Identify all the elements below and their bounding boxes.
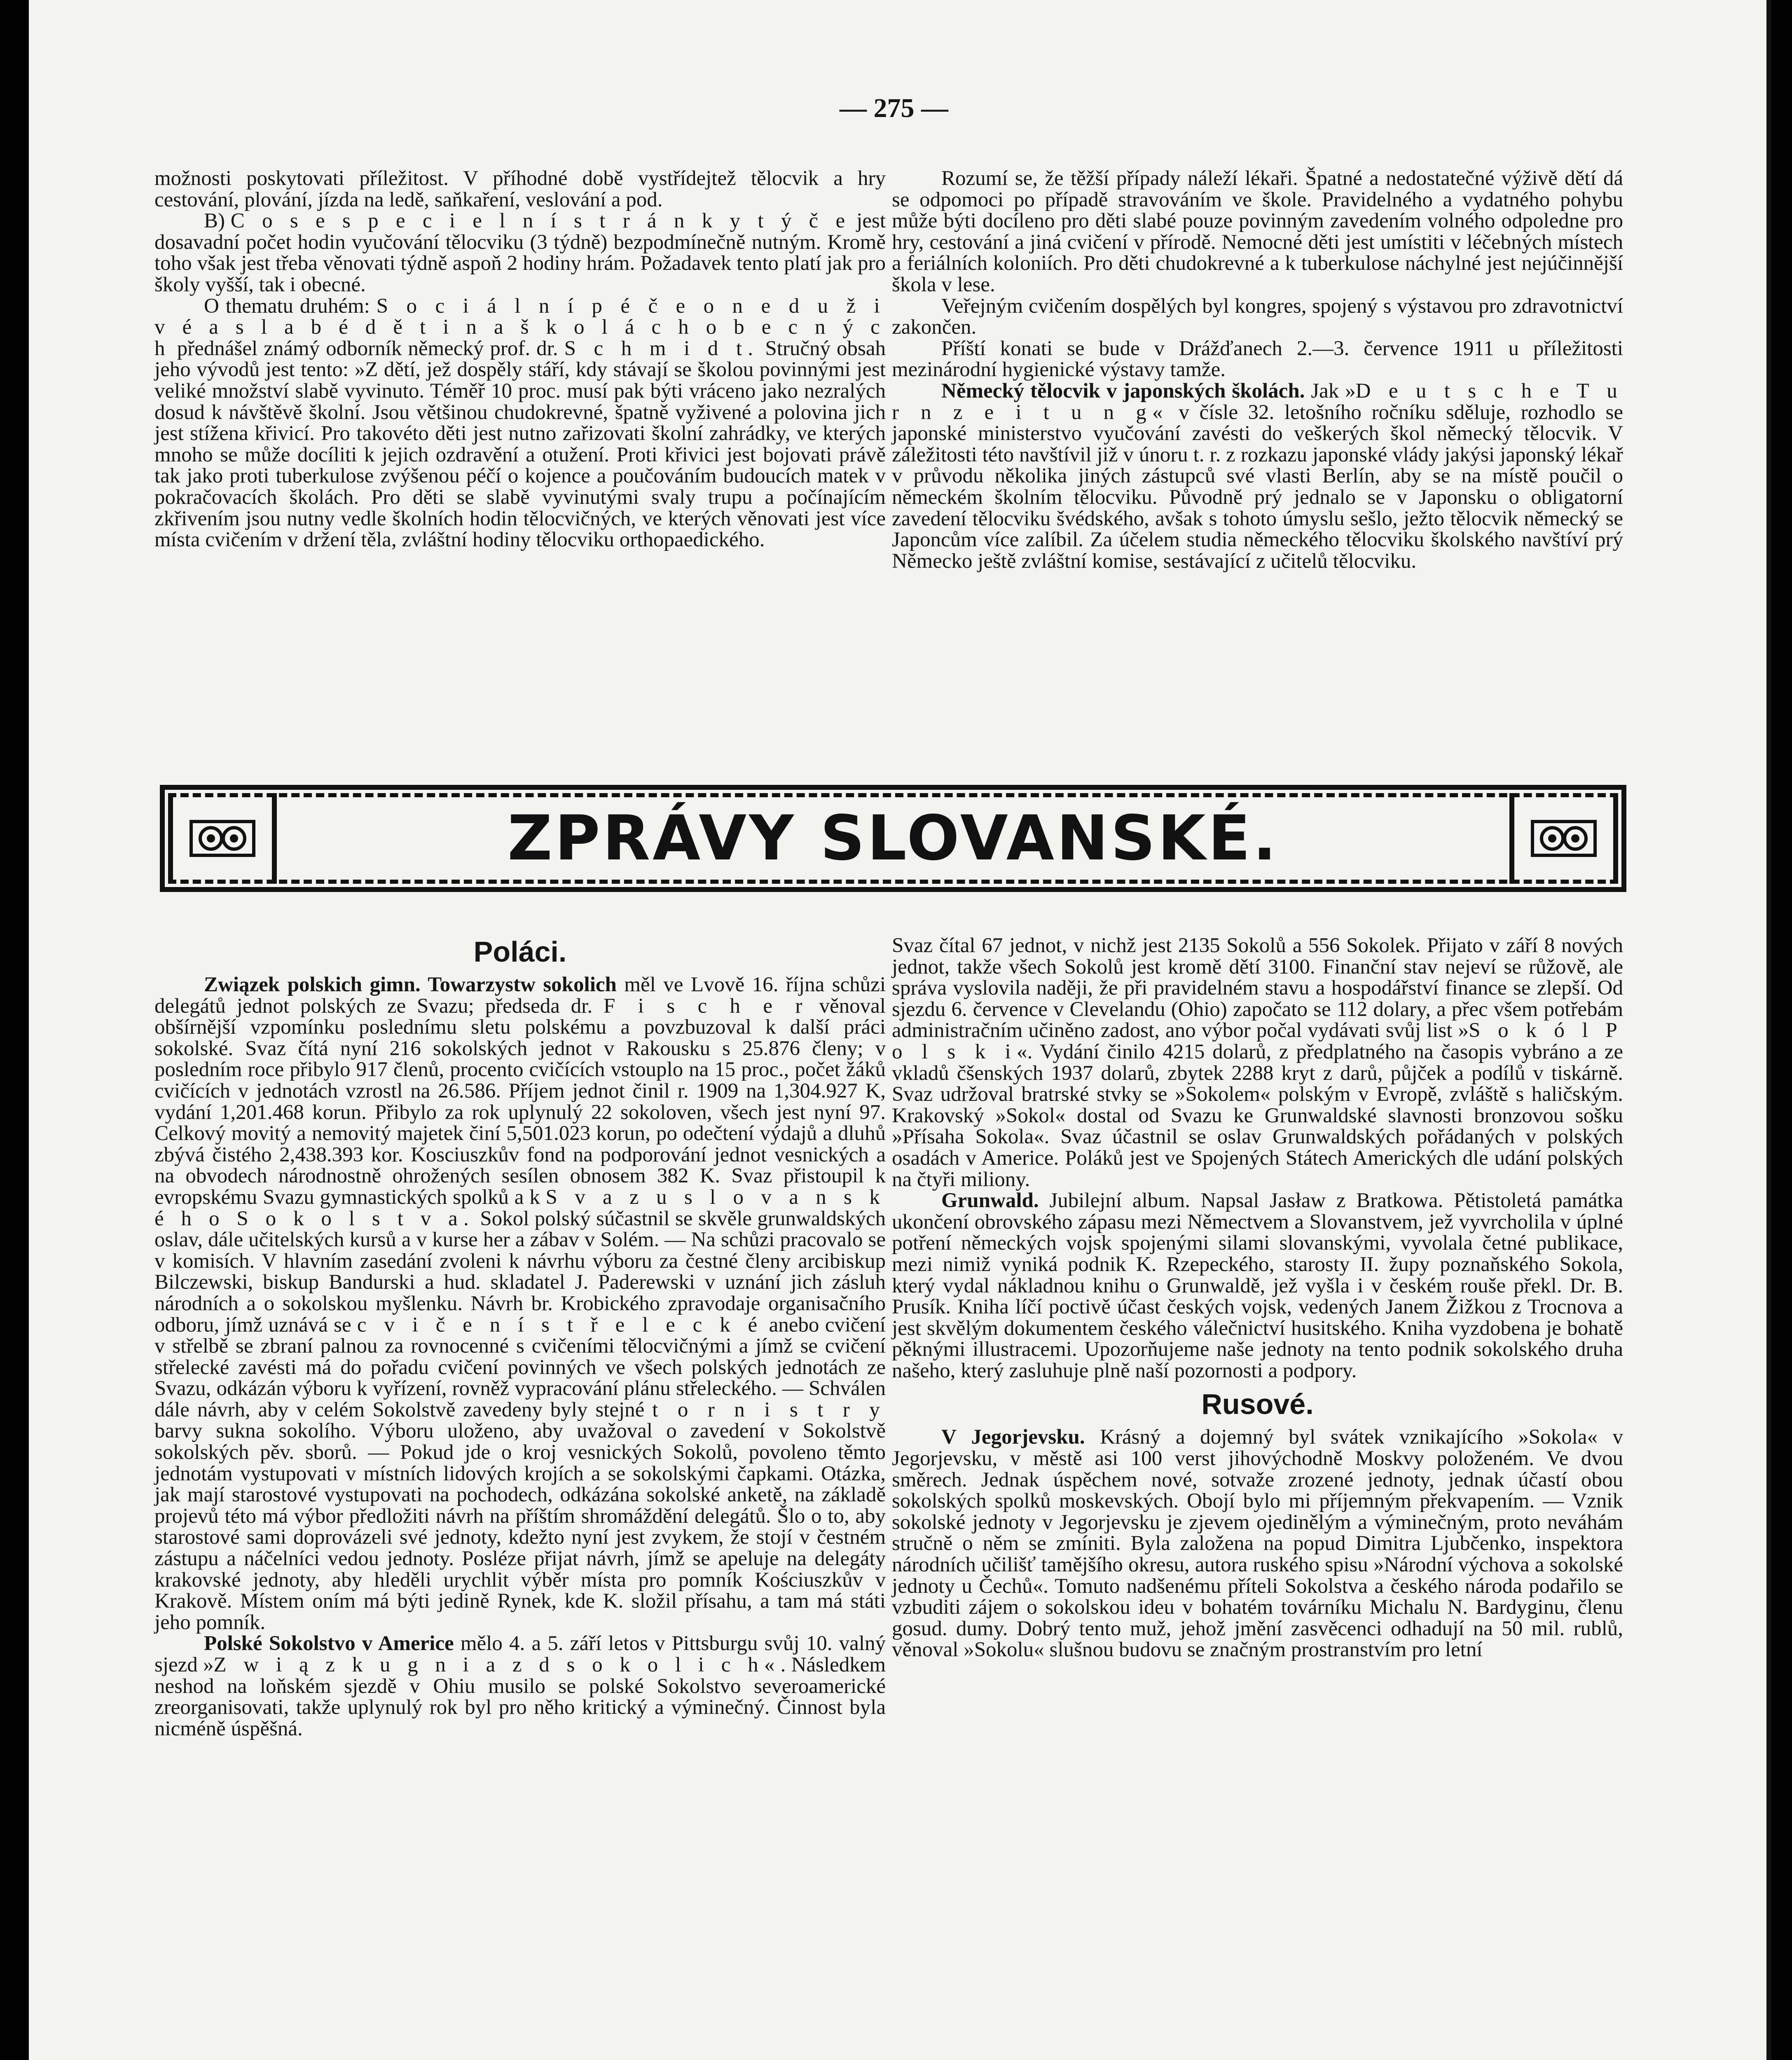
section-heading-polaci: Poláci. [473, 936, 567, 968]
paragraph: Polské Sokolstvo v Americe mělo 4. a 5. září letos v Pittsburgu svůj 10. valný sjezd »Z w i ą z k u g n i a z d s o k o l i c h«. Následkem neshod na loňském sjezdě v Ohiu musilo se polské Sokolstvo severoamerické zreorganisovati, takže uplynulý rok byl pro něho kritický a výminečný. Činnost byla nicméně úspěšná. [154, 1632, 886, 1740]
ornament-icon [1531, 820, 1597, 857]
paragraph: Rozumí se, že těžší případy náleží lékaři. Špatné a nedostatečné výživě dětí dá se odpomoci po případě stravováním ve škole. Pravidelného a vydatného pohybu může býti docíleno pro děti slabé pouze povinným zavedením volného odpoledne pro hry, cestování a jiná cvičení v přírodě. Nemocné děti jest umístiti v léčebných místech a feriálních koloniích. Pro děti chudokrevné a k tuberkulose náchylné jest nejúčinnější škola v lese. [892, 167, 1623, 296]
banner-ornament-left [168, 793, 277, 884]
section-lead: V Jegorjevsku. [941, 1426, 1085, 1449]
top-right-column [892, 168, 1623, 572]
paragraph: O thematu druhém: S o c i á l n í p é č e o n e d u ž i v é a s l a b é d ě t i n a š k o l á c h o b e c n ý c h přednášel známý odborník německý prof. dr. S c h m i d t. Stručný obsah jeho vývodů jest tento: »Z dětí, jež dospěly stáří, kdy stávají se školou povinnými jest veliké množství slabě vyvinuto. Téměř 10 proc. musí pak býti vráceno jako nezralých dosud k návštěvě školní. Jsou většinou chudokrevné, špatně vyživené a polovina jich jest stížena křivicí. Pro takovéto děti jest nutno zařizovati školní zahrádky, ve kterých mnoho se může docíliti k jejich ozdravění a otužení. Proti křivici jest bojovati právě tak jako proti tuberkulose zvýšenou péčí o kojence a poučováním budoucích matek v pokračovacích školách. Pro děti se slabě vyvinutými svaly trupu a počínajícím zkřivením jsou nutny vedle školních hodin tělocvičných, ve kterých věnovati jest více místa cvičením v držení těla, zvláštní hodiny tělocviku orthopaedického. [154, 294, 886, 552]
page [29, 0, 1771, 2060]
page-number: — 275 — [840, 93, 948, 123]
bottom-right-column [892, 935, 1623, 1661]
paragraph: Německý tělocvik v japonských školách. Jak »D e u t s c h e T u r n z e i t u n g« v čísle 32. letošního ročníku sděluje, rozhodlo se japonské ministerstvo vyučování zavésti do veškerých škol německý tělocvik. V záležitosti této navštívil již v únoru t. r. z rozkazu japonské vlády jakýsi japonský lékař v průvodu několika jiných zástupců své vlasti Berlín, aby se na místě poučil o německém školním tělocviku. Původně prý jednalo se v Japonsku o obligatorní zavedení tělocviku švédského, avšak s tohoto úmyslu sešlo, ježto tělocvik německý se Japoncům více zalíbil. Za účelem studia německého tělocviku školského navštíví prý Německo ještě zvláštní komise, sestávající z učitelů tělocviku. [892, 379, 1623, 573]
paragraph: možnosti poskytovati příležitost. V příhodné době vystřídejtež tělocvik a hry cestování, plování, jízda na ledě, saňkaření, veslování a pod. [154, 167, 886, 211]
page-edge [1766, 0, 1771, 2060]
banner-title: ZPRÁVY SLOVANSKÉ. [507, 803, 1279, 874]
section-lead: Polské Sokolstvo v Americe [204, 1632, 454, 1655]
paragraph: V Jegorjevsku. Krásný a dojemný byl svátek vznikajícího »Sokola« v Jegorjevsku, v městě asi 100 verst jihovýchodně Moskvy položeném. Ve dvou směrech. Jednak úspěchem nové, sotvaže zrozené jednoty, jednak účastí obou sokolských spolků moskevských. Obojí bylo mi příjemným překvapením. — Vznik sokolské jednoty v Jegorjevsku je zjevem ojedinělým a výminečným, proto neváhám stručně o něm se zmíniti. Byla založena na popud Dimitra Ljubčenko, inspektora národních učilišť tamějšího okresu, autora ruského spisu »Národní výchova a sokolské jednoty u Čechů«. Tomuto nadšenému příteli Sokolstva a českého národa podařilo se vzbuditi zájem o sokolskou ideu v bohatém továrníku Michalu N. Bardyginu, členu gosud. dumy. Dobrý tento muž, jehož jmění zasvěcenci odhadují na 50 mil. rublů, věnoval »Sokolu« slušnou budovu se značným prostranstvím pro letní [892, 1426, 1623, 1662]
banner-ornament-right [1509, 793, 1618, 884]
bottom-left-column [154, 929, 886, 1739]
top-left-column [154, 168, 886, 551]
ornament-icon [189, 820, 255, 857]
paragraph: Grunwald. Jubilejní album. Napsal Jasław z Bratkowa. Pětistoletá památka ukončení obrovského zápasu mezi Němectvem a Slovanstvem, jež vyvrcholila v úplné potření německých vojsk spojenými silami slovanskými, vyvolala četné publikace, mezi nimiž vyniká podnik K. Rzepeckého, starosty II. župy poznaňského Sokola, který vydal nákladnou knihu o Grunwaldě, jež vyšla i v českém rouše překl. Dr. B. Prusík. Kniha líčí poctivě účast českých vojsk, vedených Janem Žižkou z Trocnova a jest skvělým dokumentem českého válečnictví husitského. Kniha vyzdobena je bohatě pěknými illustracemi. Upozorňujeme naše jednoty na tento podnik sokolského druha našeho, který zasluhuje plně naší pozornosti a podpory. [892, 1189, 1623, 1382]
paragraph: B) C o s e s p e c i e l n í s t r á n k y t ý č e jest dosavadní počet hodin vyučování tělocviku (3 týdně) bezpodmínečně nutným. Kromě toho však jest třeba věnovati týdně aspoň 2 hodiny hrám. Požadavek tento platí jak pro školy vyšší, tak i obecné. [154, 209, 886, 296]
paragraph: Veřejným cvičením dospělých byl kongres, spojený s výstavou pro zdravotnictví zakončen. [892, 294, 1623, 339]
paragraph: Příští konati se bude v Drážďanech 2.—3. července 1911 u příležitosti mezinárodní hygienické výstavy tamže. [892, 337, 1623, 382]
section-lead: Německý tělocvik v japonských školách. [941, 379, 1305, 403]
section-banner [160, 785, 1626, 892]
paragraph: Svaz čítal 67 jednot, v nichž jest 2135 Sokolů a 556 Sokolek. Přijato v září 8 nových jednot, takže všech Sokolů jest kromě dětí 3100. Finanční stav nejeví se růžově, ale správa vyslovila naději, že při pravidelném stavu a hospodářství finance se zlepší. Od sjezdu 6. července v Clevelandu (Ohio) započato se 112 dolary, a přec všem potřebám administračním učiněno zadost, ano výbor počal vydávati svůj list »S o k ó l P o l s k i«. Vydání činilo 4215 dolarů, z předplatného na časopis vybráno a ze vkladů čšenských 1937 dolarů, zbytek 2288 kryt z darů, půjček a podílů v tiskárně. Svaz udržoval bratrské stvky se »Sokolem« polským v Evropě, zvláště s haličským. Krakovský »Sokol« dostal od Svazu ke Grunwaldské slavnosti bronzovou sošku »Přísaha Sokola«. Svaz účastnil se oslav Grunwaldských pořádaných v polských osadách v Americe. Poláků jest ve Spojených Státech Amerických dle udání polských na čtyři miliony. [892, 934, 1623, 1191]
section-heading-rusove: Rusové. [1201, 1388, 1314, 1421]
section-lead: Związek polskich gimn. Towarzystw sokolich [204, 973, 617, 996]
section-lead: Grunwald. [941, 1189, 1039, 1213]
paragraph: Związek polskich gimn. Towarzystw sokolich měl ve Lvově 16. října schůzi delegátů jednot polských ze Svazu; předseda dr. F i s c h e r věnoval obšírnější vzpomínku poslednímu sletu polskému a povzbuzoval k další práci sokolské. Svaz čítá nyní 216 sokolských jednot v Rakousku s 25.876 členy; v posledním roce přibylo 917 členů, procento cvičících vstouplo na 15 proc., počet žáků cvičících v jednotách vzrostl na 26.586. Příjem jednot činil r. 1909 na 1,304.927 K, vydání 1,201.468 korun. Přibylo za rok uplynulý 22 sokoloven, všech jest nyní 97. Celkový movitý a nemovitý majetek činí 5,501.023 korun, po odečtení výdajů a dluhů zbývá čistého 2,438.393 kor. Kosciuszkův fond na podporování jednot vesnických a na obvodech národnostně ohrožených sesílen obnosem 382 K. Svaz přistoupil k evropskému Svazu gymnastických spolků a k S v a z u s l o v a n s k é h o S o k o l s t v a. Sokol polský súčastnil se skvěle grunwaldských oslav, dále učitelských kursů a v kurse her a zábav v Solém. — Na schůzi pracovalo se v komisích. V hlavním zasedání zvoleni k návrhu výboru za čestné členy arcibiskup Bilczewski, biskup Bandurski a hud. skladatel J. Paderewski v uznání jich zásluh národních a o sokolskou myšlenku. Návrh br. Krobického zpravodaje organisačního odboru, jímž uznává se c v i č e n í s t ř e l e c k é anebo cvičení v střelbě se zbraní palnou za rovnocenné s cvičeními tělocvičnými a jímž se cvičení střelecké zavésti má do pořadu cvičení povinných ve všech polských jednotách ze Svazu, odkázán výboru k vyřízení, rovněž vypracování plánu střeleckého. — Schválen dále návrh, aby v celém Sokolstvě zavedeny byly stejné t o r n i s t r y barvy sukna sokolího. Výboru uloženo, aby uvažoval o zavedení v Sokolstvě sokolských pěv. sborů. — Pokud jde o kroj vesnických Sokolů, povoleno těmto jednotám vystupovati v místních lidových krojích a se sokolskými čapkami. Otázka, jak mají starostové vystupovati na pochodech, odkázána sokolské anketě, na základě projevů této má výbor předložiti návrh na příštím shromáždění delegátů. Šlo o to, aby starostové sami doprovázeli své jednoty, kdežto nyní jest zvykem, že stojí v čestném zástupu a náčelníci vedou jednoty. Posléze přijat návrh, jímž se apeluje na delegáty krakovské jednoty, aby hleděli urychlit výběr místa pro pomník Kościuszkův v Krakově. Místem oním má býti jedině Rynek, kde K. složil přísahu, a tam má státi jeho pomník. [154, 973, 886, 1634]
